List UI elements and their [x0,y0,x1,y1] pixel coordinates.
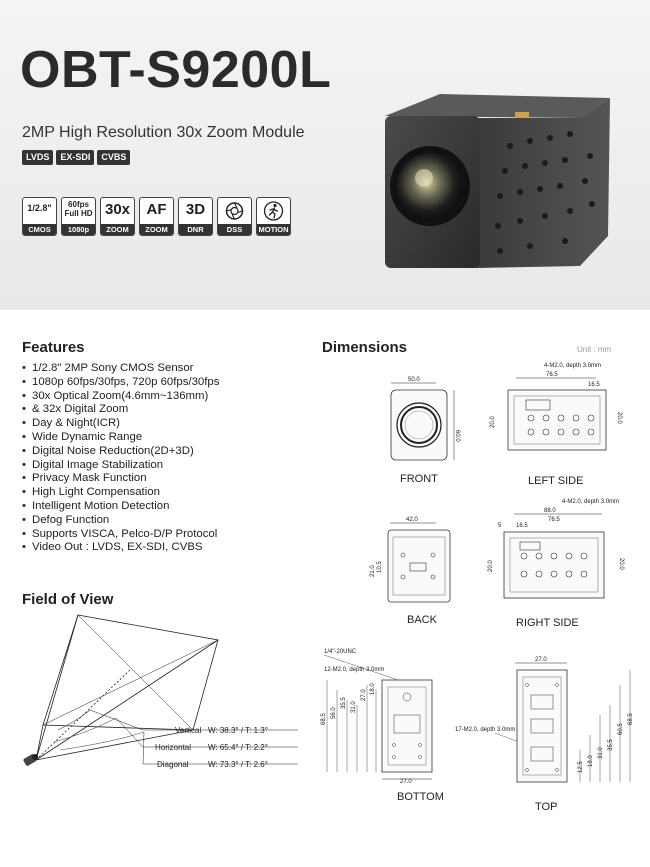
svg-text:31.0: 31.0 [351,701,357,713]
feature-badges [22,197,291,236]
svg-text:20.0: 20.0 [618,558,624,570]
features-title: Features [22,339,85,356]
fov-value-horizontal: W: 65.4° / T: 2.2° [208,743,268,752]
badge-30x-zoom: 30x ZOOM [100,197,135,236]
list-item: • Digital Image Stabilization [22,459,219,473]
badge-3d-dnr: 3D DNR [178,197,213,236]
svg-text:60.0: 60.0 [454,430,460,442]
svg-text:16.5: 16.5 [588,382,600,388]
svg-text:68.5: 68.5 [628,713,634,725]
badge-cmos: 1/2.8" CMOS [22,197,57,236]
svg-text:27.0: 27.0 [535,657,547,663]
list-item: • Intelligent Motion Detection [22,500,219,514]
tag-cvbs: CVBS [97,150,130,165]
svg-text:5: 5 [498,523,502,529]
view-label-bottom: BOTTOM [397,791,444,803]
top-view-drawing [455,655,645,795]
svg-text:10.5: 10.5 [377,561,383,573]
badge-motion: MOTION [256,197,291,236]
svg-text:76.5: 76.5 [546,372,558,378]
svg-text:31.0: 31.0 [598,747,604,759]
svg-text:27.0: 27.0 [400,779,412,785]
back-view-drawing [368,515,468,610]
view-label-front: FRONT [400,473,438,485]
badge-af-zoom: AF ZOOM [139,197,174,236]
svg-text:18.0: 18.0 [370,683,376,695]
svg-text:68.5: 68.5 [321,713,327,725]
svg-text:12.5: 12.5 [578,761,584,773]
svg-text:12-M2.0, depth 3.0mm: 12-M2.0, depth 3.0mm [324,667,385,673]
list-item: • 1080p 60fps/30fps, 720p 60fps/30fps [22,376,219,390]
dimensions-title: Dimensions [322,339,408,356]
running-person-icon [257,199,290,223]
left-side-drawing [486,360,626,460]
svg-text:27.0: 27.0 [361,689,367,701]
list-item: • Day & Night(ICR) [22,417,219,431]
svg-text:16.5: 16.5 [516,523,528,529]
view-label-left-side: LEFT SIDE [528,475,584,487]
svg-text:4-M2.0, depth 3.0mm: 4-M2.0, depth 3.0mm [562,499,620,505]
fov-value-diagonal: W: 73.3° / T: 2.6° [208,760,268,769]
fov-title: Field of View [22,591,114,608]
svg-text:4-M2.0, depth 3.0mm: 4-M2.0, depth 3.0mm [544,363,602,369]
list-item: • High Light Compensation [22,486,219,500]
svg-text:76.5: 76.5 [548,517,560,523]
list-item: • Video Out : LVDS, EX-SDI, CVBS [22,541,219,555]
aperture-icon [218,199,251,223]
svg-text:42.0: 42.0 [406,517,418,523]
front-view-drawing [376,375,476,465]
list-item: • Digital Noise Reduction(2D+3D) [22,445,219,459]
fov-diagram [18,610,308,780]
fov-label-vertical: Vertical [175,726,202,735]
badge-dss: DSS [217,197,252,236]
fov-value-vertical: W: 38.3° / T: 1.3° [208,726,268,735]
product-subtitle: 2MP High Resolution 30x Zoom Module [22,124,305,141]
svg-text:35.5: 35.5 [608,739,614,751]
unit-label: Unit : mm [577,345,612,354]
right-side-drawing [484,494,634,604]
interface-tags [22,150,130,165]
list-item: • Supports VISCA, Pelco-D/P Protocol [22,528,219,542]
camera-module-image [380,86,620,286]
svg-text:35.5: 35.5 [341,697,347,709]
list-item: • 1/2.8" 2MP Sony CMOS Sensor [22,362,219,376]
svg-text:88.0: 88.0 [544,508,556,514]
svg-text:21.0: 21.0 [370,565,376,577]
list-item: • Privacy Mask Function [22,472,219,486]
list-item: • Wide Dynamic Range [22,431,219,445]
view-label-right-side: RIGHT SIDE [516,617,579,629]
svg-text:60.5: 60.5 [618,723,624,735]
list-item: • 30x Optical Zoom(4.6mm~136mm) [22,390,219,404]
view-label-back: BACK [407,614,437,626]
features-list [22,362,219,555]
list-item: • & 32x Digital Zoom [22,403,219,417]
bottom-view-drawing [312,645,452,785]
view-label-top: TOP [535,801,558,813]
list-item: • Defog Function [22,514,219,528]
tag-lvds: LVDS [22,150,53,165]
svg-text:56.0: 56.0 [331,707,337,719]
svg-text:20.0: 20.0 [616,412,622,424]
badge-1080p: 60fps Full HD 1080p [61,197,96,236]
svg-text:50.0: 50.0 [408,377,420,383]
fov-label-diagonal: Diagonal [157,760,189,769]
svg-text:17-M2.0, depth 3.0mm: 17-M2.0, depth 3.0mm [455,727,516,733]
fov-label-horizontal: Horizontal [155,743,192,752]
svg-text:1/4"-20UNC: 1/4"-20UNC [324,649,357,655]
svg-text:20.0: 20.0 [490,416,496,428]
svg-text:18.0: 18.0 [588,755,594,767]
svg-text:20.0: 20.0 [488,560,494,572]
tag-ex-sdi: EX-SDI [56,150,94,165]
product-model: OBT-S9200L [20,41,332,99]
